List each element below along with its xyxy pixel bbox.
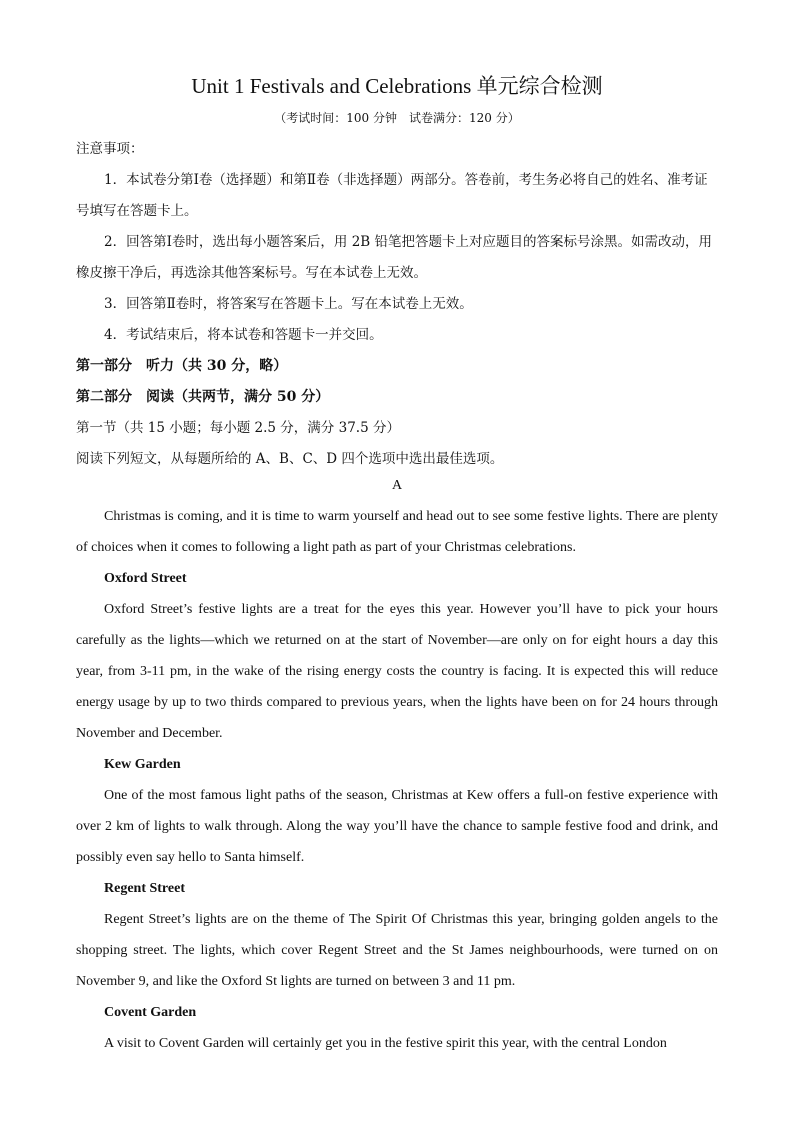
note-item: 2．回答第Ⅰ卷时，选出每小题答案后，用 2B 铅笔把答题卡上对应题目的答案标号涂黑。如需改动，用橡皮擦干净后，再选涂其他答案标号。写在本试卷上无效。 — [76, 234, 713, 281]
note-item: 1．本试卷分第Ⅰ卷（选择题）和第Ⅱ卷（非选择题）两部分。答卷前，考生务必将自己的姓名、准考证号填写在答题卡上。 — [76, 172, 708, 219]
notes-heading: 注意事项： — [76, 141, 144, 157]
note-item: 4．考试结束后，将本试卷和答题卡一并交回。 — [104, 327, 383, 343]
passage-a — [76, 470, 718, 1059]
exam-info: （考试时间：100 分钟 试卷满分：120 分） — [274, 111, 520, 125]
venue-text: One of the most famous light paths of the season, Christmas at Kew offers a full-on festive experience with over 2 km of lights to walk through. Along the way you’ll have the chance to sample festive food and drink, and possibly even say hello to Santa himself. — [76, 788, 718, 865]
section-heading: 第一节（共 15 小题；每小题 2.5 分，满分 37.5 分） — [76, 420, 400, 436]
venue-heading: Kew Garden — [104, 757, 181, 772]
notes-section — [76, 134, 718, 475]
note-item: 3．回答第Ⅱ卷时，将答案写在答题卡上。写在本试卷上无效。 — [104, 296, 473, 312]
venue-text: Regent Street’s lights are on the theme of The Spirit Of Christmas this year, bringing golden angels to the shopping street. The lights, which cover Regent Street and the St James neighbourhoods, were turned on on November 9, and like the Oxford St lights are turned on between 3 and 11 pm. — [76, 912, 718, 989]
part-two-heading: 第二部分 阅读（共两节，满分 50 分） — [76, 389, 330, 405]
venue-heading: Regent Street — [104, 881, 185, 896]
page-title: Unit 1 Festivals and Celebrations 单元综合检测 — [191, 74, 603, 98]
venue-text: Oxford Street’s festive lights are a treat for the eyes this year. However you’ll have to pick your hours carefully as the lights—which we returned on at the start of November—are only on for eight hours a day this year, from 3-11 pm, in the wake of the rising energy costs the country is facing. It is expected this will reduce energy usage by up to two thirds compared to previous years, when the lights have been on for 24 hours through November and December. — [76, 602, 718, 741]
venue-heading: Covent Garden — [104, 1005, 197, 1020]
reading-instruction: 阅读下列短文，从每题所给的 A、B、C、D 四个选项中选出最佳选项。 — [76, 451, 504, 467]
passage-letter: A — [391, 478, 403, 493]
venue-text: A visit to Covent Garden will certainly get you in the festive spirit this year, with the central London — [104, 1036, 667, 1051]
part-one-heading: 第一部分 听力（共 30 分，略） — [76, 358, 288, 374]
passage-intro: Christmas is coming, and it is time to warm yourself and head out to see some festive lights. There are plenty of choices when it comes to following a light path as part of your Christmas celebrations. — [76, 509, 718, 555]
venue-heading: Oxford Street — [104, 571, 187, 586]
